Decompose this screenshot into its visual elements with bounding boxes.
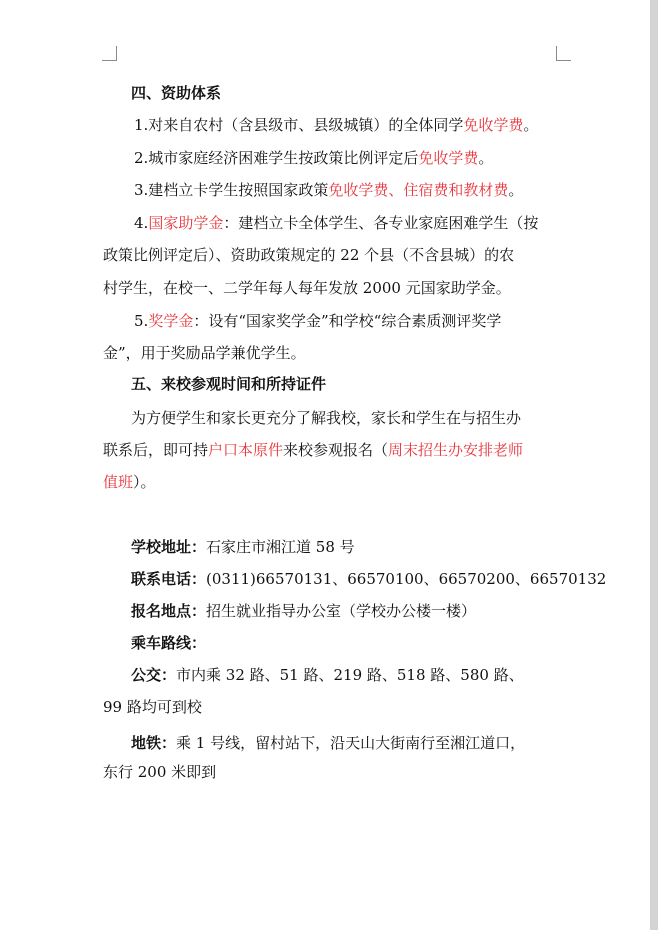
section5-line3-end: ）。 xyxy=(133,473,156,491)
section5-line3 xyxy=(103,472,156,492)
item2-end: 。 xyxy=(478,149,494,167)
phone-label: 联系电话： xyxy=(131,570,207,588)
section4-item4-line2: 政策比例评定后）、资助政策规定的 22 个县（不含县城）的农 xyxy=(103,246,515,264)
section5-line1: 为方便学生和家长更充分了解我校，家长和学生在与招生办 xyxy=(131,409,522,427)
section5-highlight-hukou: 户口本原件 xyxy=(208,441,284,459)
address-value: 石家庄市湘江道 58 号 xyxy=(206,538,355,556)
route-label: 乘车路线： xyxy=(131,634,207,652)
item1-text: 1.对来自农村（含县级市、县级城镇）的全体同学 xyxy=(134,116,464,134)
address-row xyxy=(131,537,355,557)
viewer-background-edge xyxy=(650,0,658,930)
section4-heading: 四、资助体系 xyxy=(131,84,222,102)
location-label: 报名地点： xyxy=(131,602,207,620)
metro-row xyxy=(131,733,525,753)
item5-num: 5. xyxy=(134,312,149,330)
section4-item4-line3: 村学生，在校一、二学年每人每年发放 2000 元国家助学金。 xyxy=(103,279,511,297)
metro-label: 地铁： xyxy=(131,734,177,752)
item4-highlight: 国家助学金 xyxy=(148,214,224,232)
item1-end: 。 xyxy=(523,116,539,134)
bus-line1: 市内乘 32 路、51 路、219 路、518 路、580 路、 xyxy=(176,666,524,684)
item3-highlight: 免收学费、住宿费和教材费 xyxy=(328,181,509,199)
item4-line1: ：建档立卡全体学生、各专业家庭困难学生（按 xyxy=(223,214,539,232)
item5-highlight: 奖学金 xyxy=(148,312,194,330)
section4-item5-line1 xyxy=(134,311,501,331)
item1-highlight: 免收学费 xyxy=(463,116,524,134)
address-label: 学校地址： xyxy=(131,538,207,556)
section5-line2-b: 来校参观报名（ xyxy=(283,441,389,459)
item5-line1: ：设有“国家奖学金”和学校“综合素质测评奖学 xyxy=(193,312,502,330)
item4-num: 4. xyxy=(134,214,149,232)
item3-end: 。 xyxy=(508,181,524,199)
section4-item1 xyxy=(134,115,538,135)
section4-item3 xyxy=(134,180,523,200)
metro-line1: 乘 1 号线，留村站下，沿天山大街南行至湘江道口， xyxy=(176,734,526,752)
section5-highlight-duty: 值班 xyxy=(103,473,134,491)
section5-heading: 五、来校参观时间和所持证件 xyxy=(131,375,327,393)
crop-mark-top-right xyxy=(556,46,571,61)
section4-item2 xyxy=(134,148,493,168)
section4-item5-line2: 金”，用于奖励品学兼优学生。 xyxy=(103,344,306,362)
section5-line2 xyxy=(103,440,523,460)
location-value: 招生就业指导办公室（学校办公楼一楼） xyxy=(206,602,477,620)
section5-line2-a: 联系后，即可持 xyxy=(103,441,209,459)
bus-row xyxy=(131,665,524,685)
item2-highlight: 免收学费 xyxy=(418,149,479,167)
phone-value: (0311)66570131、66570100、66570200、66570132 xyxy=(206,570,607,588)
bus-label: 公交： xyxy=(131,666,177,684)
crop-mark-top-left xyxy=(102,46,117,61)
metro-line2: 东行 200 米即到 xyxy=(103,763,217,781)
section5-highlight-weekend: 周末招生办安排老师 xyxy=(388,441,524,459)
item3-text: 3.建档立卡学生按照国家政策 xyxy=(134,181,329,199)
location-row xyxy=(131,601,476,621)
phone-row xyxy=(131,569,606,589)
item2-text: 2.城市家庭经济困难学生按政策比例评定后 xyxy=(134,149,419,167)
bus-line2: 99 路均可到校 xyxy=(103,698,202,716)
section4-item4-line1 xyxy=(134,213,538,233)
